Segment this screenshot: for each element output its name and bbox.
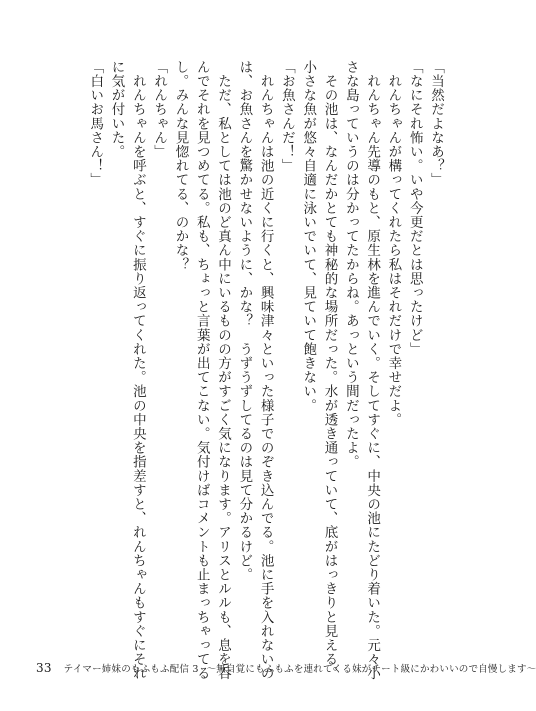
text-line: 「お魚さんだ！」 (278, 60, 295, 173)
text-line: れんちゃんを呼ぶと、すぐに振り返ってくれた。池の中央を指差すと、れんちゃんもすぐにそれ (129, 60, 146, 681)
text-line: 小さな魚が悠々自適に泳いでいて、見ていて飽きない。 (300, 60, 317, 413)
page-number: 33 (36, 661, 52, 675)
text-line: 「当然だよなあ？」 (428, 60, 444, 187)
text-line: し。みんな見惚れてる、のかな？ (172, 60, 189, 272)
series-title: テイマー姉妹のもふもふ配信 3 (63, 664, 199, 675)
text-line: その池は、なんだかとても神秘的な場所だった。水が透き通っていて、底がはっきりと見える。 (321, 60, 338, 681)
text-line: れんちゃんは池の近くに行くと、興味津々といった様子でのぞき込んでる。池に手を入れないの (257, 60, 274, 681)
page-footer (36, 661, 536, 675)
series-subtitle: 〜無自覚にもふもふを連れてくる妹がチート級にかわいいので自慢します〜 (206, 664, 536, 675)
text-line: 「白いお馬さん！」 (87, 60, 104, 187)
text-line: れんちゃんが構ってくれたら私はそれだけで幸せだよ。 (385, 60, 402, 427)
text-line: ただ、私としては池のど真ん中にいるものの方がすごく気になります。アリスとルルも、息を呑 (215, 60, 232, 681)
text-line: れんちゃん先導のもと、原生林を進んでいく。そしてすぐに、中央の池にたどり着いた。元々小 (364, 60, 381, 681)
text-line: に気が付いた。 (108, 60, 125, 159)
text-line: さな島っていうのは分かってたからね。あっという間だったよ。 (342, 60, 359, 469)
text-line: 「なにそれ怖い。いや今更だとは思ったけど」 (406, 60, 423, 357)
text-line: は、お魚さんを驚かせないように、かな？ うずうずしてるのは見て分かるけど。 (236, 60, 253, 582)
text-line: んでそれを見つめてる。私も、ちょっと言葉が出てこない。気付けばコメントも止まっちゃってる (193, 60, 210, 681)
text-line: 「れんちゃん」 (151, 60, 168, 159)
